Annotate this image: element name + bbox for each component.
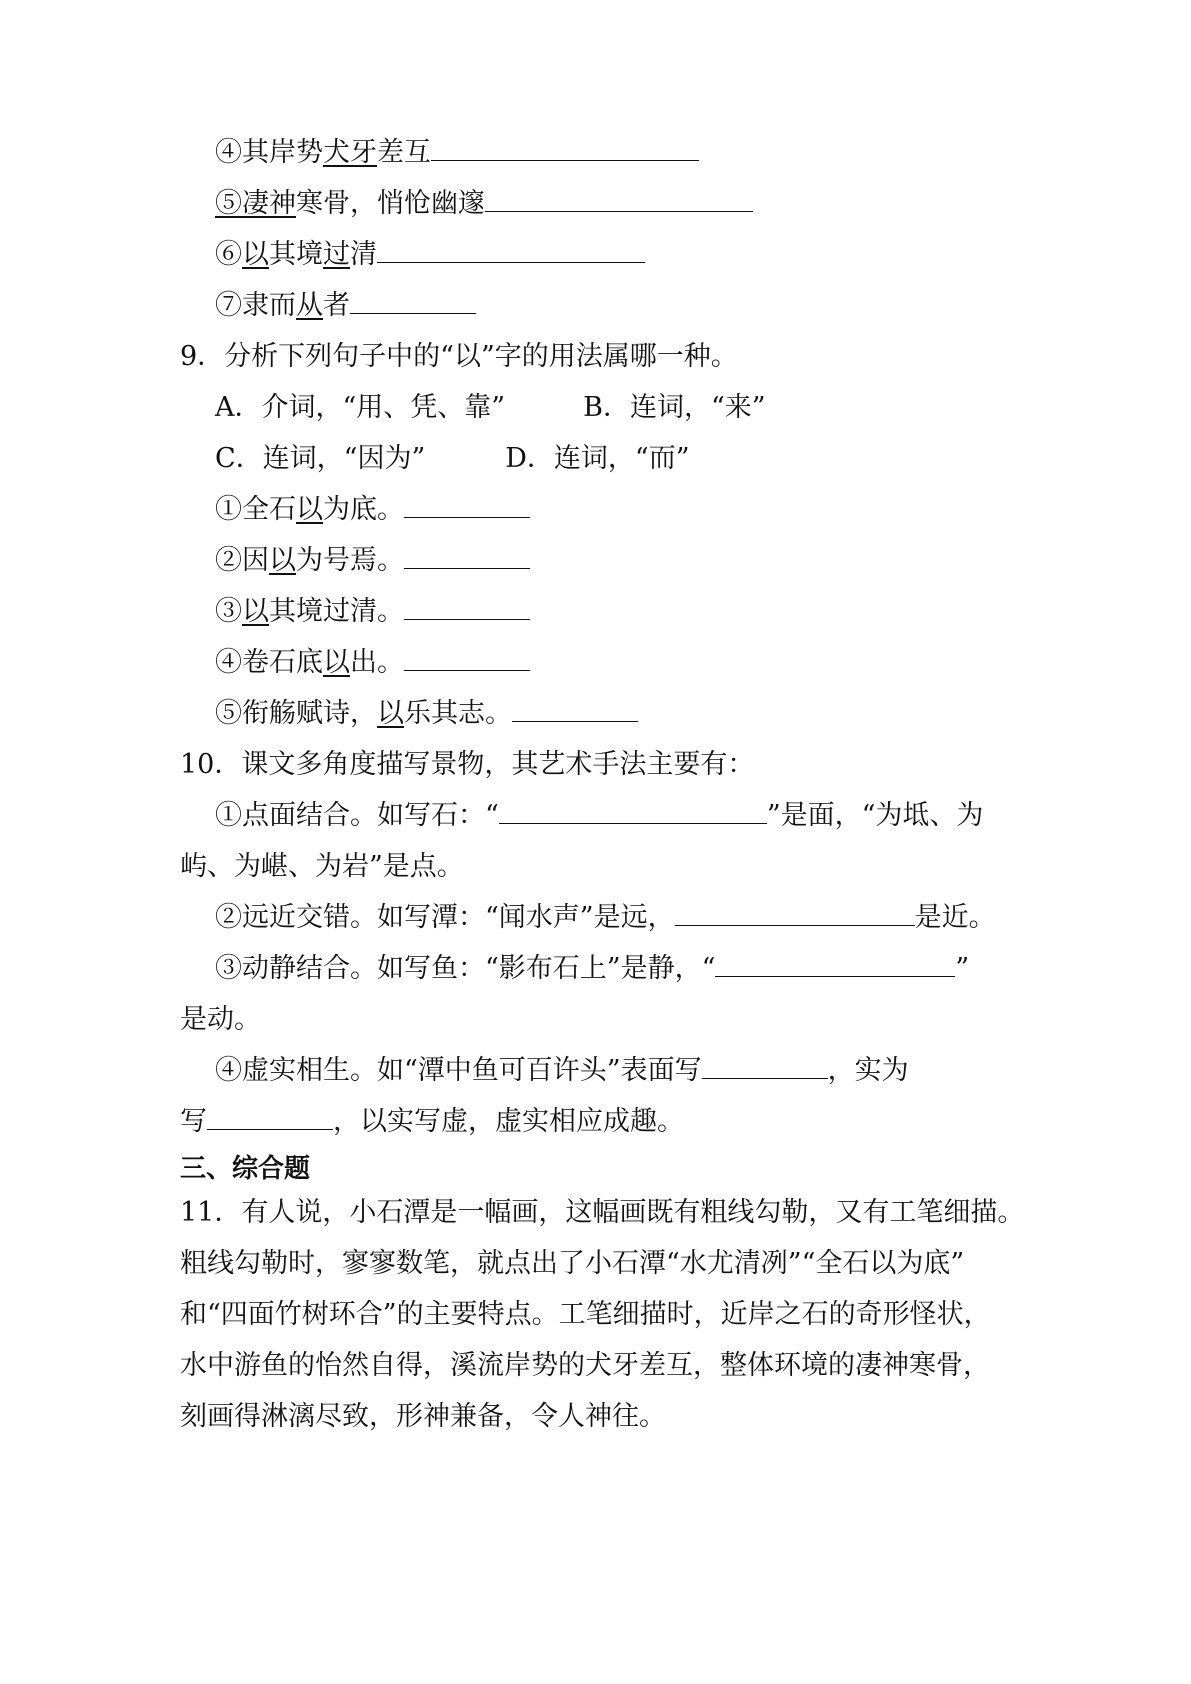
q8-item-4-underlined: 犬牙 xyxy=(323,137,377,168)
section-heading: 三、综合题 xyxy=(180,1154,311,1184)
q10-p3-text: ③动静结合。如写鱼：“影布石上”是静，“ xyxy=(215,953,716,984)
q9-s3-text-end: 其境过清。 xyxy=(269,596,404,627)
q9-s4-text: ④卷石底 xyxy=(215,647,323,678)
q9-s5-underlined: 以 xyxy=(377,698,404,729)
q10-p1-text: ①点面结合。如写石：“ xyxy=(215,800,499,831)
answer-blank[interactable] xyxy=(207,1101,333,1130)
q8-item-5-underlined: ⑤凄神 xyxy=(215,188,296,219)
q9-sentence-5 xyxy=(215,687,1020,741)
q9-sentence-2 xyxy=(215,534,1020,588)
q9-s2-text-end: 为号焉。 xyxy=(296,545,404,576)
q10-p3-text-end: ” xyxy=(955,953,970,984)
q8-item-7-underlined: 从 xyxy=(296,290,323,321)
answer-blank[interactable] xyxy=(350,285,476,314)
q10-p1-text-end: ”是面，“为坻、为 xyxy=(766,800,984,831)
q10-stem: 10．课文多角度描写景物，其艺术手法主要有： xyxy=(180,749,755,780)
q11-line-3: 和“四面竹树环合”的主要特点。工笔细描时，近岸之石的奇形怪状， xyxy=(180,1299,991,1330)
q8-item-6-text-end: 清 xyxy=(350,239,377,270)
q10-p4-text-cont: 写 xyxy=(180,1106,207,1137)
q9-s1-underlined: 以 xyxy=(296,494,323,525)
q11-line-2: 粗线勾勒时，寥寥数笔，就点出了小石潭“水尤清冽”“全石以为底” xyxy=(180,1248,965,1279)
q9-option-d: D．连词，“而” xyxy=(505,443,690,474)
answer-blank[interactable] xyxy=(431,132,699,161)
answer-blank[interactable] xyxy=(715,948,955,977)
answer-blank[interactable] xyxy=(485,183,753,212)
q9-sentence-1 xyxy=(215,483,1020,537)
answer-blank[interactable] xyxy=(675,897,915,926)
q10-p2-text: ②远近交错。如写潭：“闻水声”是远， xyxy=(215,902,675,933)
q9-s4-underlined: 以 xyxy=(323,647,350,678)
q8-item-6-underlined-1: 以 xyxy=(242,239,269,270)
q9-s3-text: ③ xyxy=(215,596,242,627)
q8-item-6 xyxy=(215,228,1020,282)
q8-item-6-num: ⑥ xyxy=(215,239,242,270)
q8-item-5-text: 寒骨，悄怆幽邃 xyxy=(296,188,485,219)
q10-point-3-cont: 是动。 xyxy=(180,1004,261,1035)
q8-item-4 xyxy=(215,126,1020,180)
q8-item-5 xyxy=(215,177,1020,231)
q8-item-7 xyxy=(215,279,1020,333)
q9-s2-text: ②因 xyxy=(215,545,269,576)
q9-options-ab xyxy=(215,381,1020,435)
q11-line-1: 11．有人说，小石潭是一幅画，这幅画既有粗线勾勒，又有工笔细描。 xyxy=(180,1197,1025,1228)
q9-sentence-4 xyxy=(215,636,1020,690)
answer-blank[interactable] xyxy=(404,591,530,620)
q11-line-4: 水中游鱼的怡然自得，溪流岸势的犬牙差互，整体环境的凄神寒骨， xyxy=(180,1350,990,1381)
answer-blank[interactable] xyxy=(499,795,767,824)
q9-option-b: B．连词，“来” xyxy=(583,392,766,423)
q10-p4-text: ④虚实相生。如“潭中鱼可百许头”表面写 xyxy=(215,1055,702,1086)
q9-s1-text: ①全石 xyxy=(215,494,296,525)
q8-item-7-text: ⑦隶而 xyxy=(215,290,296,321)
q9-options-cd xyxy=(215,432,1020,486)
q8-item-7-text-end: 者 xyxy=(323,290,350,321)
q10-point-4 xyxy=(215,1044,1020,1098)
q11-line-5: 刻画得淋漓尽致，形神兼备，令人神往。 xyxy=(180,1401,666,1432)
q10-point-4-cont xyxy=(180,1095,1020,1149)
q9-option-c: C．连词，“因为” xyxy=(215,443,426,474)
answer-blank[interactable] xyxy=(404,642,530,671)
q9-s3-underlined: 以 xyxy=(242,596,269,627)
q8-item-4-text-end: 差互 xyxy=(377,137,431,168)
answer-blank[interactable] xyxy=(512,693,638,722)
q9-option-a: A．介词，“用、凭、靠” xyxy=(215,392,506,423)
q9-s1-text-end: 为底。 xyxy=(323,494,404,525)
answer-blank[interactable] xyxy=(702,1050,828,1079)
q8-item-4-text: ④其岸势 xyxy=(215,137,323,168)
q9-s5-text: ⑤衔觞赋诗， xyxy=(215,698,377,729)
q10-p4-text-mid: ，实为 xyxy=(827,1055,909,1086)
q10-point-1-cont: 屿、为嵁、为岩”是点。 xyxy=(180,851,464,882)
answer-blank[interactable] xyxy=(377,234,645,263)
q8-item-6-text: 其境 xyxy=(269,239,323,270)
q9-s2-underlined: 以 xyxy=(269,545,296,576)
q10-point-1 xyxy=(215,789,1020,843)
q10-p2-text-end: 是近。 xyxy=(914,902,996,933)
q10-point-3 xyxy=(215,942,1020,996)
q10-p4-text-end: ，以实写虚，虚实相应成趣。 xyxy=(333,1106,684,1137)
q9-sentence-3 xyxy=(215,585,1020,639)
q9-s4-text-end: 出。 xyxy=(350,647,404,678)
answer-blank[interactable] xyxy=(404,489,530,518)
q10-point-2 xyxy=(215,891,1020,945)
q9-s5-text-end: 乐其志。 xyxy=(404,698,512,729)
q8-item-6-underlined-2: 过 xyxy=(323,239,350,270)
answer-blank[interactable] xyxy=(404,540,530,569)
q9-stem: 9．分析下列句子中的“以”字的用法属哪一种。 xyxy=(180,341,738,372)
